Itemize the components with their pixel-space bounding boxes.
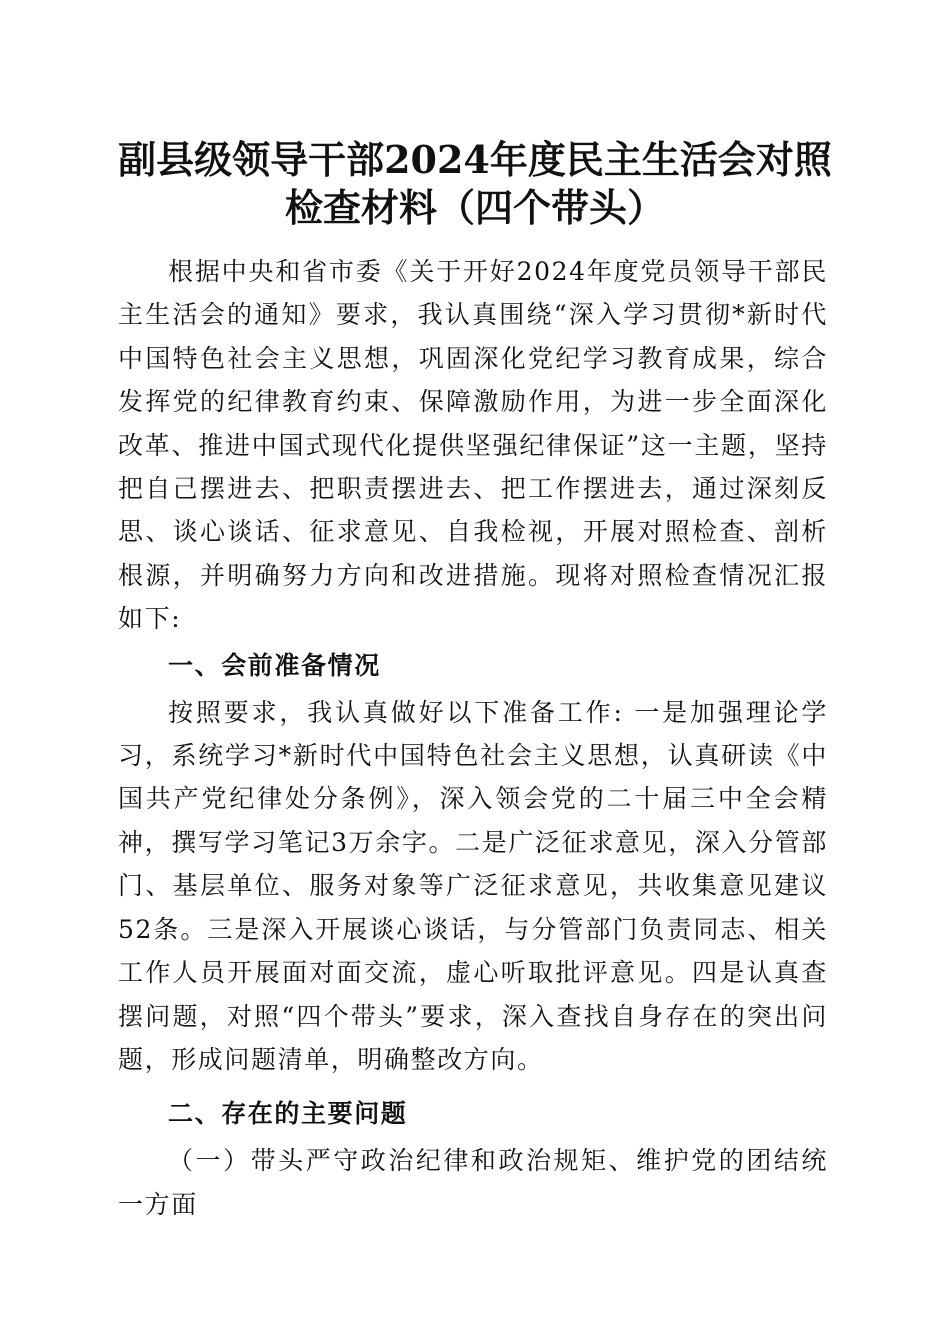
- document-body: [118, 250, 828, 1226]
- document-title: 副县级领导干部2024年度民主生活会对照检查材料（四个带头）: [118, 137, 832, 230]
- preparation-paragraph: 按照要求，我认真做好以下准备工作: 一是加强理论学习，系统学习*新时代中国特色社会主义思想，认真研读《中国共产党纪律处分条例》，深入领会党的二十届三中全会精神，撰写学习笔记3万余字。二是广泛征求意见，深入分管部门、基层单位、服务对象等广泛征求意见，共收集意见建议52条。三是深入开展谈心谈话，与分管部门负责同志、相关工作人员开展面对面交流，虚心听取批评意见。四是认真查摆问题，对照“四个带头”要求，深入查找自身存在的突出问题，形成问题清单，明确整改方向。: [118, 697, 828, 1074]
- section-heading-preparation: 一、会前准备情况: [168, 650, 381, 680]
- subsection-heading-political-discipline: （一）带头严守政治纪律和政治规矩、维护党的团结统一方面: [118, 1146, 828, 1219]
- section-heading-problems: 二、存在的主要问题: [168, 1099, 408, 1129]
- intro-paragraph: 根据中央和省市委《关于开好2024年度党员领导干部民主生活会的通知》要求，我认真围绕“深入学习贯彻*新时代中国特色社会主义思想，巩固深化党纪学习教育成果，综合发挥党的纪律教育约束、保障激励作用，为进一步全面深化改革、推进中国式现代化提供坚强纪律保证”这一主题，坚持把自己摆进去、把职责摆进去、把工作摆进去，通过深刻反思、谈心谈话、征求意见、自我检视，开展对照检查、剖析根源，并明确努力方向和改进措施。现将对照检查情况汇报如下:: [118, 257, 828, 634]
